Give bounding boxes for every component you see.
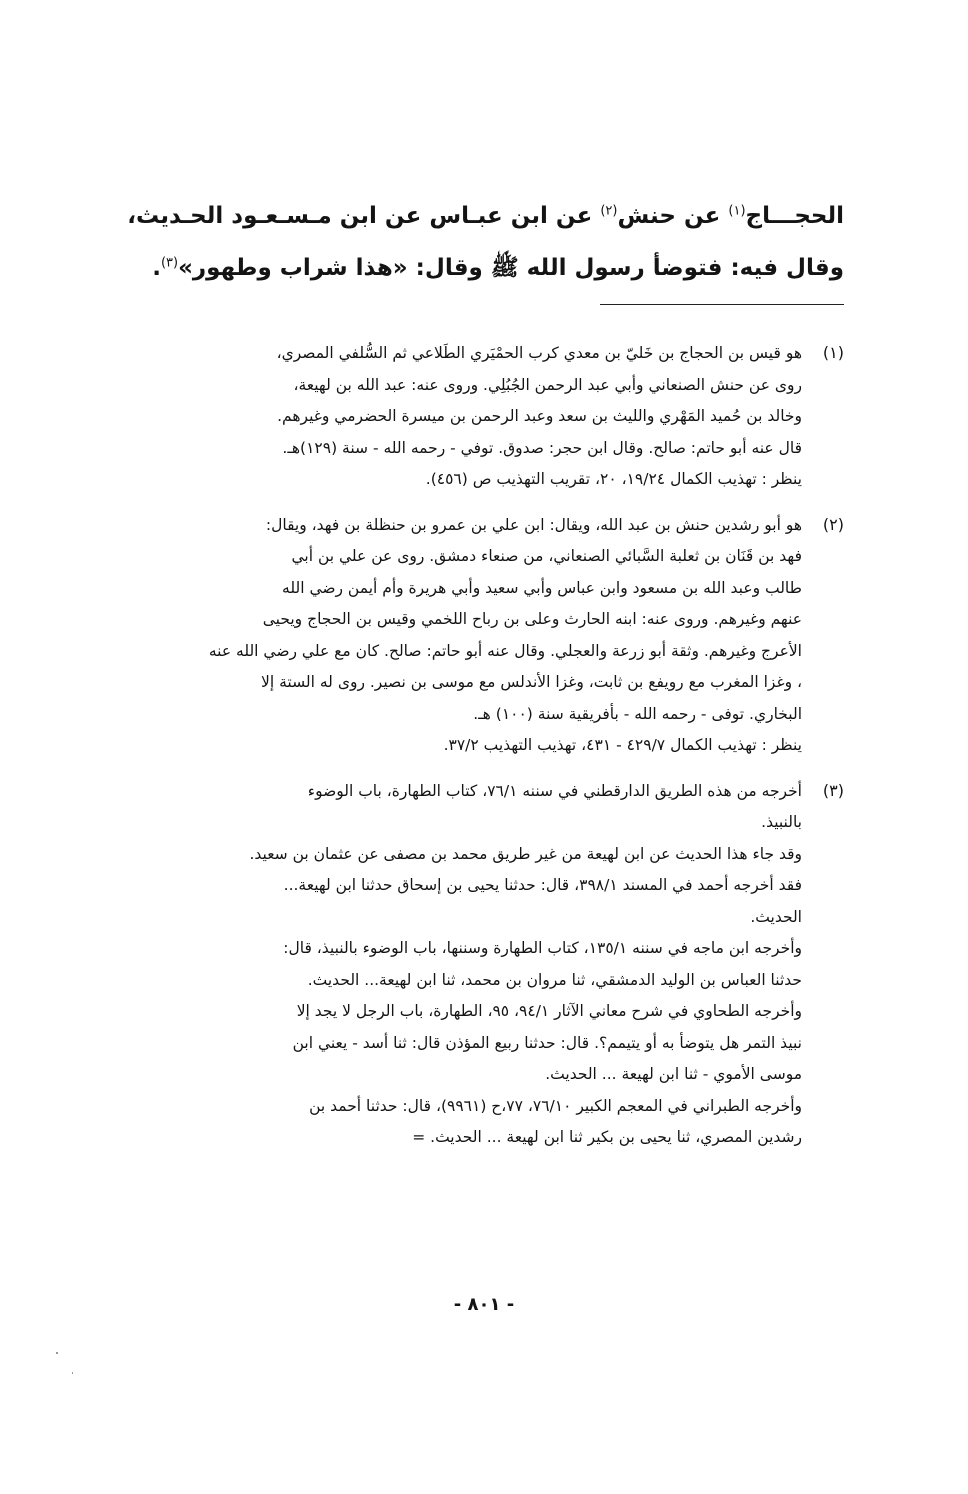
scan-speck [72,1372,73,1374]
footnote-line: رشدين المصري، ثنا يحيى بن بكير ثنا ابن لهيعة ... الحديث. = [412,1128,802,1146]
main-text-line [124,242,844,294]
footnote-line: موسى الأموي - ثنا ابن لهيعة ... الحديث. [545,1065,802,1083]
main-text-segment: عن حنش [617,203,729,229]
footnote-line: فقد أخرجه أحمد في المسند ٣٩٨/١، قال: حدثنا يحيى بن إسحاق حدثنا ابن لهيعة... [283,876,802,894]
footnote-line: وأخرجه الطبراني في المعجم الكبير ٧٦/١٠، ٧٧،ح (٩٩٦١)، قال: حدثنا أحمد بن [309,1096,802,1115]
footnote-number: (٢) [822,514,844,534]
footnotes-section [122,338,844,1168]
main-text-line [124,190,844,242]
footnote-line: ينظر : تهذيب الكمال ٤٢٩/٧ - ٤٣١، تهذيب التهذيب ٣٧/٢. [443,736,802,754]
footnote [122,510,844,762]
footnote-line: الحديث. [750,907,802,926]
main-text-block [124,190,844,294]
footnote-line: حدثنا العباس بن الوليد الدمشقي، ثنا مروان بن محمد، ثنا ابن لهيعة... الحديث. [307,970,802,989]
footnote-line: فهد بن قَنَان بن ثعلبة السَّبائي الصنعاني، من صنعاء دمشق. روى عن علي بن أبي [291,547,802,565]
footnote-line: نبيذ التمر هل يتوضأ به أو يتيمم؟. قال: حدثنا ربيع المؤذن قال: ثنا أسد - يعني ابن [292,1033,802,1052]
footnote [122,338,844,496]
footnote-number: (٣) [822,780,844,800]
footnote-line: وأخرجه ابن ماجه في سننه ١٣٥/١، كتاب الطهارة وسننها، باب الوضوء بالنبيذ، قال: [283,939,802,957]
footnote-reference: (٢) [600,203,618,219]
footnote-line: وأخرجه الطحاوي في شرح معاني الآثار ٩٤/١، ٩٥، الطهارة، باب الرجل لا يجد إلا [296,1002,802,1020]
footnote-line: وخالد بن حُميد المَهْري والليث بن سعد وعبد الرحمن بن ميسرة الحضرمي وغيرهم. [277,407,802,425]
footnote-line: قال عنه أبو حاتم: صالح. وقال ابن حجر: صدوق. توفي - رحمه الله - سنة (١٢٩)هـ. [282,438,802,457]
footnote-reference: (١) [728,203,746,219]
footnote-line: روى عن حنش الصنعاني وأبي عبد الرحمن الجُبُلِي. وروى عنه: عبد الله بن لهيعة، [293,375,802,394]
footnote-line: البخاري. توفى - رحمه الله - بأفريقية سنة (١٠٠) هـ. [473,704,802,723]
page-number: - ٨٠١ - [453,1294,515,1315]
main-text-segment: . [152,255,161,281]
footnote-line: طالب وعبد الله بن مسعود وابن عباس وأبي سعيد وأبي هريرة وأم أيمن رضي الله [282,578,802,597]
footnote [122,776,844,1154]
footnote-line: هو أبو رشدين حنش بن عبد الله، ويقال: ابن علي بن عمرو بن حنظلة بن فهد، ويقال: [265,515,802,534]
scan-speck [56,1352,58,1354]
footnote-separator [600,304,844,305]
footnote-number: (١) [822,343,844,362]
footnote-line: هو قيس بن الحجاج بن خَليّ بن معدي كرب الحمْيَري الطَلاعي ثم السُّلفي المصري، [276,344,802,362]
footnote-line: الأعرج وغيرهم. وثقة أبو زرعة والعجلي. وقال عنه أبو حاتم: صالح. كان مع علي رضي الله عنه [208,641,802,660]
footnote-line: وقد جاء هذا الحديث عن ابن لهيعة من غير طريق محمد بن مصفى عن عثمان بن سعيد. [249,844,802,863]
footnote-line: ، وغزا المغرب مع رويفع بن ثابت، وغزا الأندلس مع موسى بن نصير. روى له الستة إلا [261,673,802,691]
footnote-line: بالنبيذ. [761,813,802,831]
footnote-reference: (٣) [160,255,179,271]
main-text-segment: وقال فيه: فتوضأ رسول الله ﷺ وقال: «هذا شراب وطهور» [178,255,844,281]
main-text-segment: عن ابن عبـاس عن ابن مـسـعـود الحـديث، [127,203,601,229]
footnote-line: عنهم وغيرهم. وروى عنه: ابنه الحارث وعلى بن رباح اللخمي وقيس بن الحجاج ويحيى [262,610,802,628]
footnote-line: أخرجه من هذه الطريق الدارقطني في سننه ٧٦/١، كتاب الطهارة، باب الوضوء [307,781,802,800]
footnote-line: ينظر : تهذيب الكمال ١٩/٢٤، ٢٠، تقريب التهذيب ص (٤٥٦). [425,470,802,488]
main-text-segment: الحجـــاج [745,203,844,229]
